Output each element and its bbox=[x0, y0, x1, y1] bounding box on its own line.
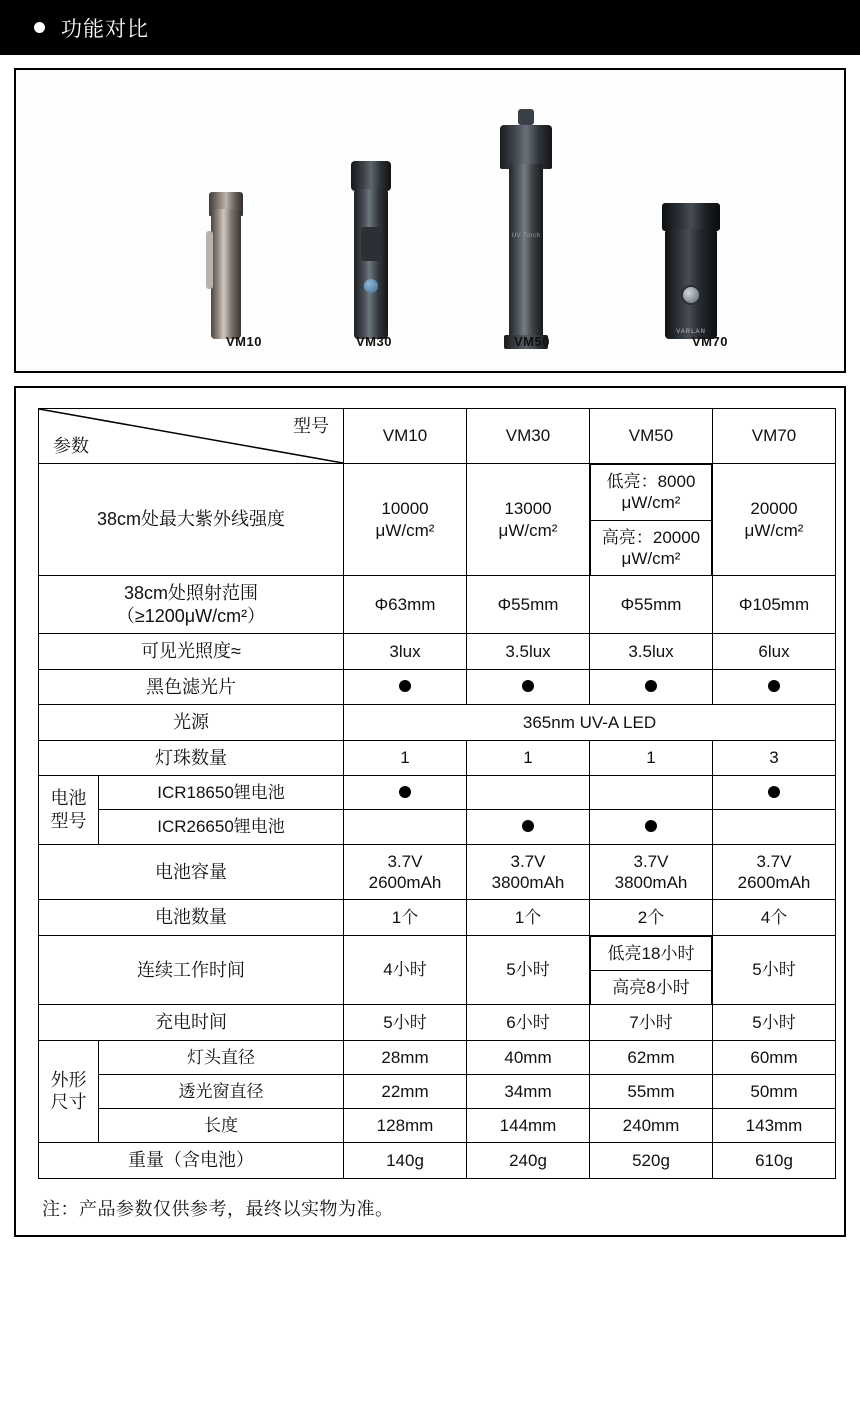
value-line-2: 2600mAh bbox=[368, 872, 442, 892]
table-header-row bbox=[39, 409, 836, 464]
row-label-charge-time: 充电时间 bbox=[39, 1005, 344, 1041]
cell-runtime-high-vm50: 高亮8小时 bbox=[591, 970, 712, 1004]
cell-charge-time-vm70: 5小时 bbox=[713, 1005, 836, 1041]
torch-brand: VARLAN bbox=[676, 329, 706, 335]
cell-icr26650-vm50 bbox=[590, 810, 713, 844]
cell-icr18650-vm70 bbox=[713, 776, 836, 810]
row-label-light-source: 光源 bbox=[39, 705, 344, 741]
spec-table bbox=[38, 408, 836, 1179]
torch-body bbox=[665, 229, 717, 339]
value-line-1: 高亮：20000 bbox=[601, 527, 701, 547]
product-photo-panel bbox=[14, 68, 846, 373]
cell-black-filter-vm50 bbox=[590, 669, 713, 705]
value-line-1: 3.7V bbox=[756, 851, 792, 871]
row-label-weight: 重量（含电池） bbox=[39, 1143, 344, 1179]
table-row-battery-capacity bbox=[39, 844, 836, 900]
torch-body bbox=[211, 209, 241, 339]
cell-window-diameter-vm70: 50mm bbox=[713, 1074, 836, 1108]
cell-length-vm30: 144mm bbox=[467, 1109, 590, 1143]
cell-window-diameter-vm30: 34mm bbox=[467, 1074, 590, 1108]
cell-charge-time-vm30: 6小时 bbox=[467, 1005, 590, 1041]
cell-icr18650-vm50 bbox=[590, 776, 713, 810]
cell-uv-intensity-vm50 bbox=[590, 464, 713, 576]
value-line-1: 20000 bbox=[750, 499, 798, 519]
value-line-1: 低亮：8000 bbox=[606, 472, 696, 491]
cell-led-count-vm50: 1 bbox=[590, 740, 713, 776]
product-image-vm10 bbox=[166, 179, 286, 349]
torch-body bbox=[354, 189, 388, 339]
column-header-vm50: VM50 bbox=[590, 409, 713, 464]
cell-icr26650-vm30 bbox=[467, 810, 590, 844]
cell-uv-intensity-vm30 bbox=[467, 464, 590, 576]
cell-runtime-low-vm50: 低亮18小时 bbox=[591, 936, 712, 970]
check-dot-icon bbox=[645, 820, 657, 832]
row-label-runtime: 连续工作时间 bbox=[39, 935, 344, 1005]
cell-visible-lux-vm30: 3.5lux bbox=[467, 634, 590, 670]
product-label-vm70: VM70 bbox=[692, 334, 728, 349]
torch-clip bbox=[206, 231, 213, 289]
table-row-battery-26650 bbox=[39, 810, 836, 844]
nested-row-low bbox=[591, 936, 712, 970]
cell-icr18650-vm30 bbox=[467, 776, 590, 810]
cell-head-diameter-vm70: 60mm bbox=[713, 1040, 836, 1074]
cell-icr18650-vm10 bbox=[344, 776, 467, 810]
label-line-1: 外形 bbox=[50, 1069, 87, 1090]
torch-tailcap bbox=[518, 109, 534, 125]
label-line-2: 型号 bbox=[50, 810, 87, 831]
cell-visible-lux-vm70: 6lux bbox=[713, 634, 836, 670]
product-image-vm70 bbox=[626, 169, 756, 349]
row-label-battery-type bbox=[39, 776, 99, 845]
value-line-2: 3800mAh bbox=[491, 872, 565, 892]
row-label-battery-count: 电池数量 bbox=[39, 900, 344, 936]
table-row-charge-time bbox=[39, 1005, 836, 1041]
row-label-black-filter: 黑色滤光片 bbox=[39, 669, 344, 705]
cell-runtime-vm50 bbox=[590, 935, 713, 1005]
check-dot-icon bbox=[768, 786, 780, 798]
value-line-1: 3.7V bbox=[633, 851, 669, 871]
row-label-visible-lux: 可见光照度≈ bbox=[39, 634, 344, 670]
cell-black-filter-vm30 bbox=[467, 669, 590, 705]
cell-beam-range-vm70: Φ105mm bbox=[713, 576, 836, 634]
cell-battery-count-vm30: 1个 bbox=[467, 900, 590, 936]
cell-icr26650-vm70 bbox=[713, 810, 836, 844]
torch-switch bbox=[364, 279, 378, 293]
cell-led-count-vm10: 1 bbox=[344, 740, 467, 776]
cell-battery-capacity-vm10 bbox=[344, 844, 467, 900]
param-axis-label: 参数 bbox=[53, 435, 89, 456]
cell-weight-vm50: 520g bbox=[590, 1143, 713, 1179]
torch-textmark: UV Torch bbox=[511, 233, 541, 239]
value-line-2: μW/cm² bbox=[375, 520, 435, 540]
spec-table-panel bbox=[14, 386, 846, 1237]
cell-battery-capacity-vm50 bbox=[590, 844, 713, 900]
product-label-vm10: VM10 bbox=[226, 334, 262, 349]
torch-head bbox=[500, 125, 552, 169]
nested-table-uv-vm50 bbox=[590, 464, 712, 575]
check-dot-icon bbox=[399, 680, 411, 692]
value-line-1: 3.7V bbox=[510, 851, 546, 871]
label-line-1: 电池 bbox=[50, 788, 87, 809]
cell-led-count-vm70: 3 bbox=[713, 740, 836, 776]
cell-battery-count-vm10: 1个 bbox=[344, 900, 467, 936]
cell-beam-range-vm30: Φ55mm bbox=[467, 576, 590, 634]
table-row-led-count bbox=[39, 740, 836, 776]
cell-runtime-vm10: 4小时 bbox=[344, 935, 467, 1005]
product-label-vm30: VM30 bbox=[356, 334, 392, 349]
table-footnote: 注：产品参数仅供参考，最终以实物为准。 bbox=[42, 1198, 394, 1219]
table-row-visible-lux bbox=[39, 634, 836, 670]
cell-weight-vm70: 610g bbox=[713, 1143, 836, 1179]
row-label-icr26650: ICR26650锂电池 bbox=[99, 810, 344, 844]
column-header-vm30: VM30 bbox=[467, 409, 590, 464]
row-label-head-diameter: 灯头直径 bbox=[99, 1040, 344, 1074]
torch-body bbox=[509, 164, 543, 339]
table-row-head-diameter bbox=[39, 1040, 836, 1074]
torch-head bbox=[351, 161, 391, 191]
cell-battery-count-vm70: 4个 bbox=[713, 900, 836, 936]
cell-led-count-vm30: 1 bbox=[467, 740, 590, 776]
nested-table-runtime-vm50 bbox=[590, 936, 712, 1005]
value-line-1: 10000 bbox=[381, 499, 429, 519]
product-image-vm50 bbox=[456, 69, 596, 349]
cell-light-source-all: 365nm UV-A LED bbox=[344, 705, 836, 741]
value-line-2: 3800mAh bbox=[614, 872, 688, 892]
check-dot-icon bbox=[645, 680, 657, 692]
label-line-2: 尺寸 bbox=[50, 1092, 87, 1113]
cell-beam-range-vm10: Φ63mm bbox=[344, 576, 467, 634]
row-label-dimensions bbox=[39, 1040, 99, 1143]
table-row-length bbox=[39, 1109, 836, 1143]
table-row-uv-intensity bbox=[39, 464, 836, 576]
value-line-1: 3.7V bbox=[387, 851, 423, 871]
row-label-uv-intensity: 38cm处最大紫外线强度 bbox=[39, 464, 344, 576]
nested-row-high bbox=[591, 970, 712, 1004]
row-label-length: 长度 bbox=[99, 1109, 344, 1143]
cell-length-vm70: 143mm bbox=[713, 1109, 836, 1143]
table-row-runtime bbox=[39, 935, 836, 1005]
check-dot-icon bbox=[522, 680, 534, 692]
nested-row-low bbox=[591, 465, 712, 521]
check-dot-icon bbox=[522, 820, 534, 832]
column-header-vm70: VM70 bbox=[713, 409, 836, 464]
product-label-vm50: VM50 bbox=[514, 334, 550, 349]
cell-runtime-vm70: 5小时 bbox=[713, 935, 836, 1005]
torch-switch bbox=[681, 285, 701, 305]
table-row-window-diameter bbox=[39, 1074, 836, 1108]
cell-runtime-vm30: 5小时 bbox=[467, 935, 590, 1005]
cell-window-diameter-vm50: 55mm bbox=[590, 1074, 713, 1108]
cell-head-diameter-vm10: 28mm bbox=[344, 1040, 467, 1074]
check-dot-icon bbox=[399, 786, 411, 798]
cell-uv-intensity-vm70 bbox=[713, 464, 836, 576]
check-dot-icon bbox=[768, 680, 780, 692]
nested-row-high bbox=[591, 520, 712, 575]
cell-uv-intensity-vm10 bbox=[344, 464, 467, 576]
cell-uv-high-vm50 bbox=[591, 520, 712, 575]
cell-black-filter-vm10 bbox=[344, 669, 467, 705]
cell-head-diameter-vm30: 40mm bbox=[467, 1040, 590, 1074]
cell-charge-time-vm10: 5小时 bbox=[344, 1005, 467, 1041]
value-line-2: 2600mAh bbox=[737, 872, 811, 892]
cell-charge-time-vm50: 7小时 bbox=[590, 1005, 713, 1041]
table-row-light-source bbox=[39, 705, 836, 741]
cell-uv-low-vm50 bbox=[591, 465, 712, 521]
value-line-1: 13000 bbox=[504, 499, 552, 519]
value-line-2: μW/cm² bbox=[498, 520, 558, 540]
torch-plate bbox=[361, 227, 381, 261]
cell-head-diameter-vm50: 62mm bbox=[590, 1040, 713, 1074]
value-line-2: μW/cm² bbox=[621, 493, 681, 513]
cell-weight-vm10: 140g bbox=[344, 1143, 467, 1179]
header-corner-cell bbox=[39, 409, 344, 464]
page-title: 功能对比 bbox=[61, 17, 149, 41]
product-image-vm30 bbox=[306, 129, 436, 349]
cell-battery-capacity-vm30 bbox=[467, 844, 590, 900]
model-axis-label: 型号 bbox=[293, 416, 329, 436]
row-label-icr18650: ICR18650锂电池 bbox=[99, 776, 344, 810]
table-row-black-filter bbox=[39, 669, 836, 705]
table-row-battery-count bbox=[39, 900, 836, 936]
label-line-1: 38cm处照射范围 bbox=[123, 583, 258, 603]
cell-visible-lux-vm10: 3lux bbox=[344, 634, 467, 670]
row-label-battery-capacity: 电池容量 bbox=[39, 844, 344, 900]
column-header-vm10: VM10 bbox=[344, 409, 467, 464]
cell-window-diameter-vm10: 22mm bbox=[344, 1074, 467, 1108]
row-label-window-diameter: 透光窗直径 bbox=[99, 1074, 344, 1108]
bullet-dot-icon bbox=[34, 22, 45, 33]
cell-black-filter-vm70 bbox=[713, 669, 836, 705]
row-label-led-count: 灯珠数量 bbox=[39, 740, 344, 776]
cell-length-vm50: 240mm bbox=[590, 1109, 713, 1143]
cell-icr26650-vm10 bbox=[344, 810, 467, 844]
section-header bbox=[0, 0, 860, 55]
torch-head bbox=[662, 203, 720, 231]
value-line-2: μW/cm² bbox=[621, 548, 681, 568]
table-row-beam-range bbox=[39, 576, 836, 634]
cell-length-vm10: 128mm bbox=[344, 1109, 467, 1143]
cell-weight-vm30: 240g bbox=[467, 1143, 590, 1179]
cell-visible-lux-vm50: 3.5lux bbox=[590, 634, 713, 670]
cell-beam-range-vm50: Φ55mm bbox=[590, 576, 713, 634]
cell-battery-capacity-vm70 bbox=[713, 844, 836, 900]
row-label-beam-range bbox=[39, 576, 344, 634]
label-line-2: （≥1200μW/cm²） bbox=[116, 605, 266, 626]
table-row-weight bbox=[39, 1143, 836, 1179]
cell-battery-count-vm50: 2个 bbox=[590, 900, 713, 936]
table-row-battery-18650 bbox=[39, 776, 836, 810]
value-line-2: μW/cm² bbox=[744, 520, 804, 540]
